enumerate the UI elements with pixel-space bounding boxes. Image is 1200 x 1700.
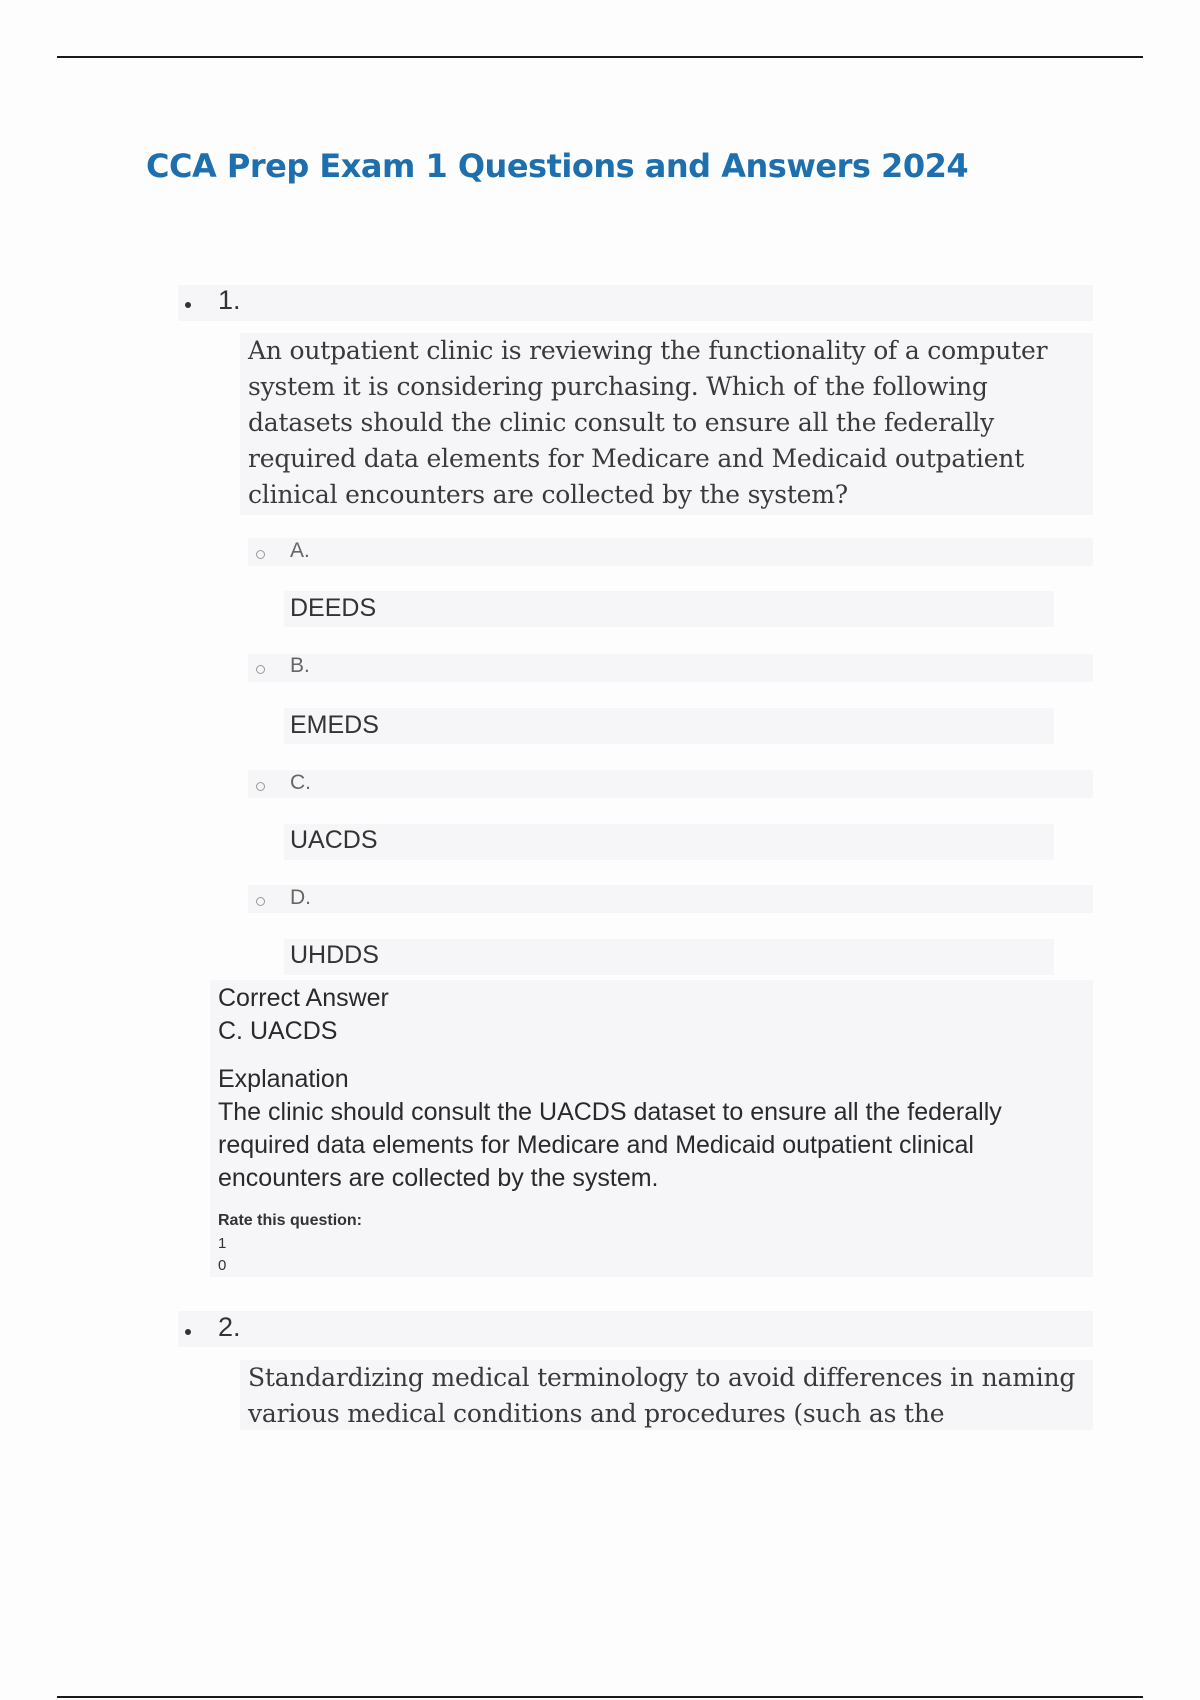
option-text[interactable]: EMEDS	[290, 711, 379, 739]
option-letter: A.	[290, 539, 310, 562]
question-header-bg	[178, 1311, 1093, 1347]
bottom-rule	[57, 1696, 1143, 1698]
option-row-bg	[248, 654, 1093, 682]
option-circle-icon[interactable]	[256, 897, 265, 906]
question-number: 2.	[218, 1312, 241, 1342]
option-circle-icon[interactable]	[256, 665, 265, 674]
page-title: CCA Prep Exam 1 Questions and Answers 2024	[146, 147, 969, 185]
option-circle-icon[interactable]	[256, 550, 265, 559]
rate-up-count[interactable]: 1	[218, 1235, 227, 1252]
explanation-label: Explanation	[218, 1065, 349, 1093]
rate-down-count[interactable]: 0	[218, 1257, 227, 1274]
option-row-bg	[248, 770, 1093, 798]
question-text: An outpatient clinic is reviewing the functionality of a computer system it is considering purchasing. Which of the following datasets should the clinic consult to ensure all the federally required data elements for Medicare and Medicaid outpatient clinical encounters are collected by the system?	[248, 336, 1048, 509]
option-letter: B.	[290, 654, 310, 677]
option-text-bg	[284, 824, 1054, 860]
option-row-bg	[248, 538, 1093, 566]
option-letter: C.	[290, 771, 311, 794]
option-text[interactable]: UHDDS	[290, 941, 379, 969]
correct-answer-value: C. UACDS	[218, 1017, 338, 1045]
option-row-bg	[248, 885, 1093, 913]
bullet-icon	[185, 302, 191, 308]
question-header-bg	[178, 285, 1093, 321]
correct-answer-label: Correct Answer	[218, 984, 389, 1012]
bullet-icon	[185, 1329, 191, 1335]
option-circle-icon[interactable]	[256, 782, 265, 791]
rate-question-label: Rate this question:	[218, 1212, 363, 1229]
option-text[interactable]: DEEDS	[290, 594, 377, 622]
option-text-bg	[284, 591, 1054, 627]
option-text-bg	[284, 708, 1054, 744]
explanation-text: The clinic should consult the UACDS dataset to ensure all the federally required data elements for Medicare and Medicaid outpatient clinical encounters are collected by the system.	[218, 1098, 1002, 1192]
option-letter: D.	[290, 886, 311, 909]
top-rule	[57, 56, 1143, 58]
question-text: Standardizing medical terminology to avoid differences in naming various medical conditions and procedures (such as the	[248, 1363, 1076, 1428]
option-text[interactable]: UACDS	[290, 826, 378, 854]
option-text-bg	[284, 939, 1054, 975]
question-number: 1.	[218, 285, 241, 315]
